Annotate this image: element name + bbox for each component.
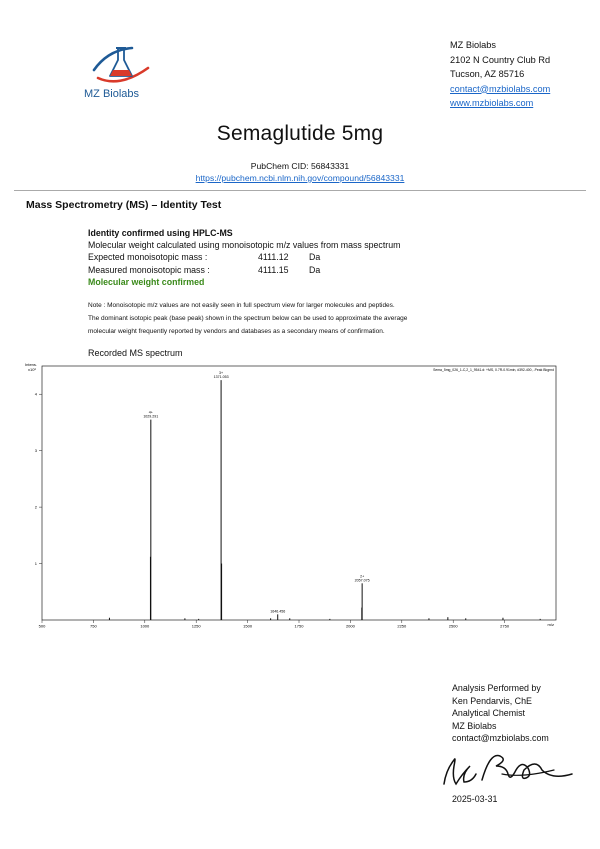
x-tick-label: 2250	[397, 623, 407, 629]
pubchem-link[interactable]: https://pubchem.ncbi.nlm.nih.gov/compound/56843331	[195, 173, 405, 183]
x-tick-label: 1750	[294, 623, 304, 629]
analyst-email: contact@mzbiolabs.com	[452, 733, 549, 744]
analyst-company: MZ Biolabs	[452, 720, 497, 731]
divider	[14, 190, 586, 191]
analyst-role: Analytical Chemist	[452, 708, 525, 719]
measured-mass-row	[88, 264, 400, 276]
section-title: Mass Spectrometry (MS) – Identity Test	[26, 199, 222, 211]
x-tick-label: 1500	[243, 623, 253, 629]
spectrum-header-text: Sema_5mg_026_1-C,2_1_9541.d: +MS, 0.7R-0.91min, #392-400, -Peak Bkgrnd	[433, 368, 554, 372]
document-title: Semaglutide 5mg	[216, 122, 384, 145]
plot-frame	[42, 366, 556, 620]
contact-email-link[interactable]: contact@mzbiolabs.com	[450, 83, 551, 94]
x-tick-label: 1000	[140, 623, 150, 629]
y-axis-label: Intens.	[25, 362, 38, 367]
measured-mass-unit: Da	[309, 264, 321, 275]
ms-spectrum-chart	[22, 360, 562, 632]
y-tick-label: 3	[34, 448, 37, 454]
expected-mass-unit: Da	[309, 252, 321, 263]
address-street: 2102 N Country Club Rd	[450, 54, 551, 65]
address-city: Tucson, AZ 85716	[450, 69, 525, 79]
note-line-2: The dominant isotopic peak (base peak) shown in the spectrum below can be used to approximate the average	[88, 314, 408, 322]
logo-text: MZ Biolabs	[84, 88, 140, 100]
peak-charge-label: 4+	[148, 410, 153, 415]
peak-mz-label: 2057.075	[354, 578, 370, 583]
x-tick-label: 2500	[448, 623, 458, 629]
flask-icon	[88, 38, 158, 88]
peak-charge-label: 3+	[219, 371, 224, 376]
expected-mass-row	[88, 251, 400, 263]
peak-charge-label: 2+	[360, 574, 365, 579]
x-tick-label: 1250	[191, 623, 201, 629]
identity-results	[88, 227, 400, 288]
expected-mass-label: Expected monoisotopic mass :	[88, 252, 208, 263]
x-tick-label: 2000	[345, 623, 355, 629]
peak-mz-label: 1371.053	[213, 375, 229, 380]
address-company: MZ Biolabs	[450, 40, 496, 50]
website-link[interactable]: www.mzbiolabs.com	[450, 98, 534, 108]
y-axis-label: x10⁶	[28, 367, 37, 372]
note-line-3: molecular weight frequently reported by vendors and databases as a secondary means of confirmation.	[88, 327, 385, 335]
peak-mz-label: 1646.456	[270, 609, 286, 614]
x-axis-label: m/z	[547, 622, 554, 627]
expected-mass-value: 4111.12	[258, 252, 289, 263]
peak-mz-label: 1029.291	[143, 414, 159, 419]
company-address	[450, 38, 550, 111]
spectrum-caption: Recorded MS spectrum	[88, 348, 183, 358]
analyst-name: Ken Pendarvis, ChE	[452, 695, 532, 706]
note-line-1: Note : Monoisotopic m/z values are not easily seen in full spectrum view for larger molecules and peptides.	[88, 302, 395, 309]
y-tick-label: 2	[34, 504, 37, 510]
signature-image	[442, 744, 578, 790]
analyst-line1: Analysis Performed by	[452, 683, 541, 693]
x-tick-label: 2750	[500, 623, 510, 629]
identity-heading: Identity confirmed using HPLC-MS	[88, 228, 233, 238]
note-text	[88, 300, 508, 338]
method-text: Molecular weight calculated using monoisotopic m/z values from mass spectrum	[88, 240, 401, 251]
y-tick-label: 1	[34, 561, 37, 567]
x-tick-label: 500	[38, 623, 46, 629]
x-tick-label: 750	[90, 623, 97, 629]
y-tick-label: 4	[34, 391, 37, 397]
result-confirmed: Molecular weight confirmed	[88, 276, 205, 287]
pubchem-block	[0, 160, 600, 184]
analyst-block	[452, 682, 549, 745]
measured-mass-label: Measured monoisotopic mass :	[88, 264, 210, 275]
pubchem-cid: PubChem CID: 56843331	[250, 161, 350, 171]
measured-mass-value: 4111.15	[258, 264, 289, 275]
sign-date: 2025-03-31	[452, 794, 498, 804]
